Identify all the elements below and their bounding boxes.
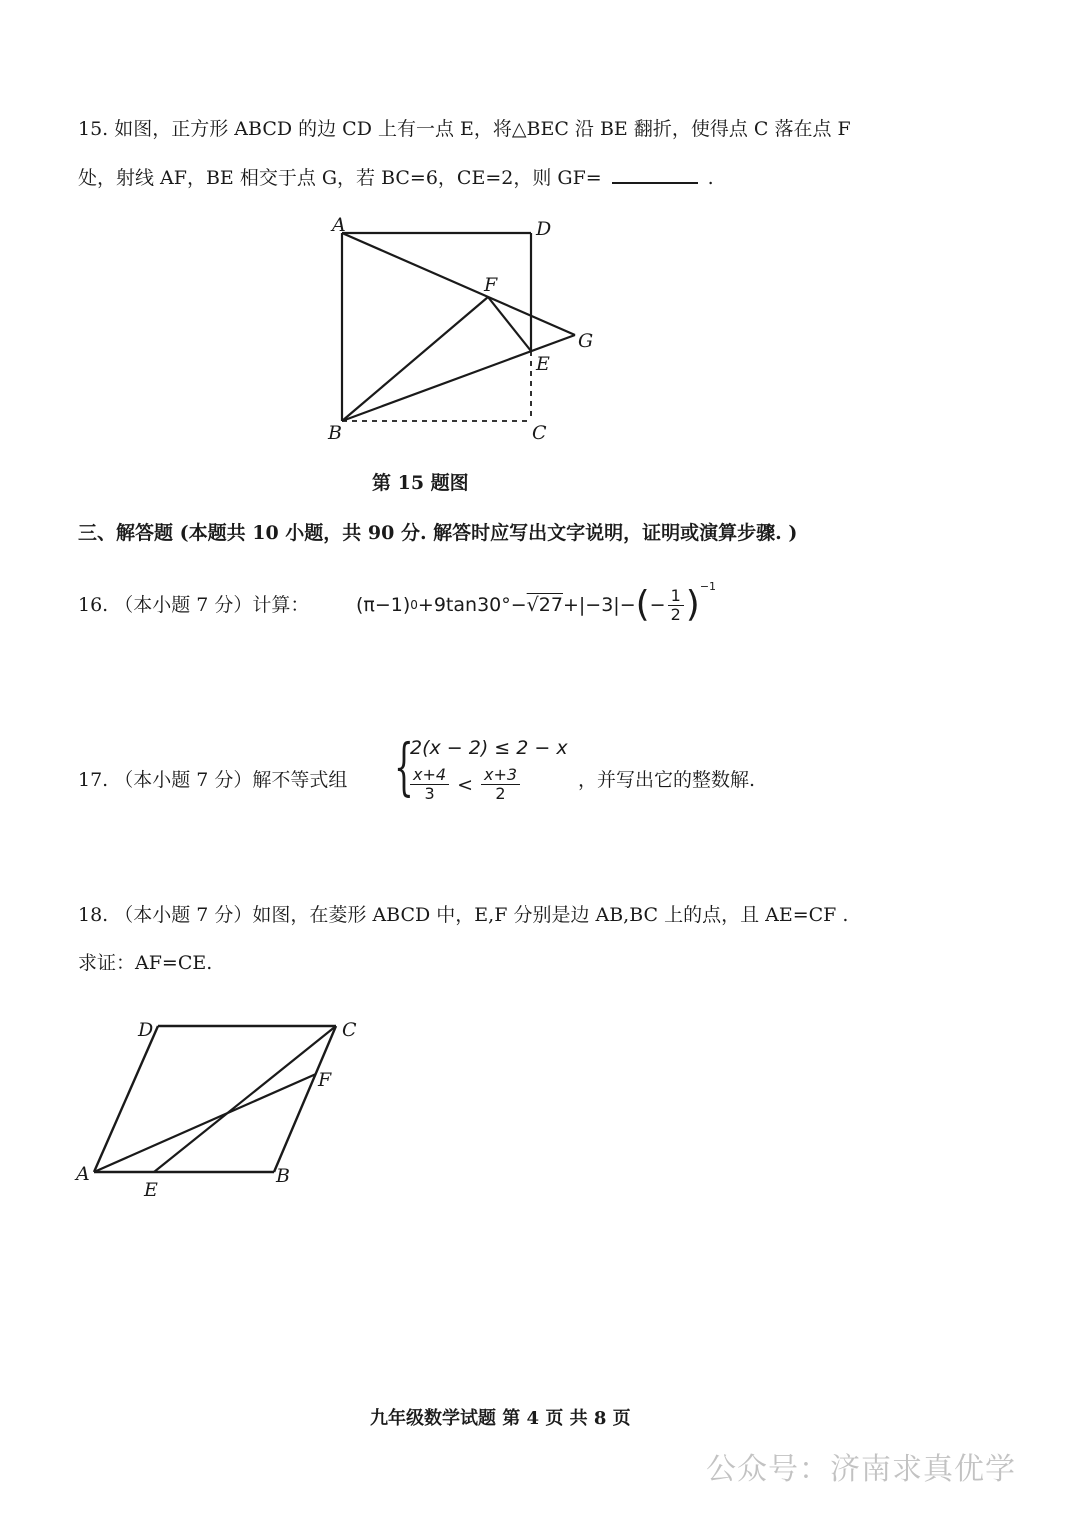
q16-term3: +|−3|− (562, 594, 636, 616)
page-footer: 九年级数学试题 第 4 页 共 8 页 (370, 1408, 631, 1429)
label-a: A (76, 1163, 90, 1185)
q16-frac-num: 1 (668, 587, 684, 606)
label-f: F (318, 1069, 332, 1091)
q17-prefix: 17. （本小题 7 分）解不等式组 (78, 769, 348, 791)
label-e: E (536, 353, 550, 375)
q17-frac2 (481, 766, 520, 803)
q17-brace: { (394, 730, 414, 803)
q15-line2-text: 处，射线 AF，BE 相交于点 G，若 BC=6，CE=2，则 GF= (78, 167, 602, 189)
q15-line2-period: . (707, 167, 714, 189)
q15-line2 (78, 163, 714, 190)
label-d: D (138, 1019, 154, 1041)
segment-ad (94, 1026, 158, 1172)
q17-frac2-num: x+3 (481, 766, 520, 785)
q16-exp-neg1: −1 (699, 580, 717, 593)
label-a: A (332, 214, 346, 236)
q16-paren-left: ( (635, 584, 650, 625)
q17-frac1-num: x+4 (410, 766, 449, 785)
q16-fraction (668, 587, 684, 624)
q18-figure (70, 1010, 370, 1200)
section3-heading: 三、解答题 (本题共 10 小题，共 90 分. 解答时应写出文字说明，证明或演算步骤. ) (78, 522, 798, 544)
watermark: 公众号：济南求真优学 (706, 1452, 1016, 1487)
label-c: C (532, 422, 547, 444)
q18-line1: 18. （本小题 7 分）如图，在菱形 ABCD 中，E,F 分别是边 AB,BC 上的点，且 AE=CF . (78, 904, 849, 926)
q17-frac1 (410, 766, 449, 803)
q18-line2: 求证：AF=CE. (78, 952, 213, 974)
ray-ag (342, 233, 575, 335)
label-e: E (144, 1179, 158, 1200)
q16-frac-den: 2 (670, 604, 681, 624)
label-d: D (536, 218, 552, 240)
q16-paren-right: ) (685, 584, 700, 625)
q16-minus: − (649, 594, 666, 616)
q16-exp0: 0 (410, 598, 418, 612)
q15-line1: 15. 如图，正方形 ABCD 的边 CD 上有一点 E，将△BEC 沿 BE 翻折，使得点 C 落在点 F (78, 118, 851, 140)
q15-caption: 第 15 题图 (372, 472, 469, 494)
q17-lt: < (457, 773, 473, 796)
q16-term1: (π−1) (356, 594, 411, 616)
q17-ineq1: 2(x − 2) ≤ 2 − x (410, 737, 568, 759)
q17-suffix: ，并写出它的整数解. (578, 769, 756, 791)
q16-term2: +9tan30°− (417, 594, 527, 616)
q16-sqrt: √27 (526, 594, 563, 616)
segment-fe (488, 297, 531, 351)
label-b: B (328, 422, 342, 444)
answer-blank (612, 168, 698, 184)
label-f: F (484, 274, 498, 296)
label-c: C (342, 1019, 357, 1041)
segment-ec (154, 1026, 336, 1172)
segment-bf (342, 297, 488, 421)
label-b: B (276, 1165, 290, 1187)
q15-figure (300, 205, 620, 455)
q17-ineq2 (408, 766, 522, 803)
segment-af (94, 1074, 316, 1172)
segment-bc (274, 1026, 336, 1172)
label-g: G (578, 330, 594, 352)
q17-frac2-den: 2 (495, 784, 506, 803)
ray-bg (342, 335, 575, 421)
q16-expression (356, 580, 716, 630)
q17-frac1-den: 3 (424, 784, 435, 803)
q16-prefix: 16. （本小题 7 分）计算： (78, 594, 310, 616)
